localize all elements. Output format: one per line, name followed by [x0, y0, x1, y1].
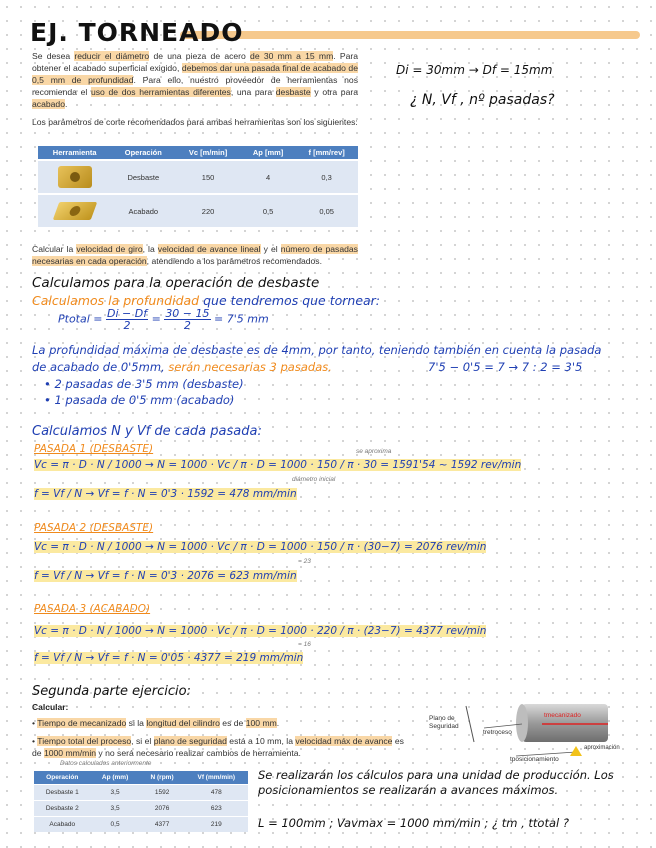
tool-image-desbaste	[38, 160, 111, 194]
table-cell: 3,5	[91, 801, 140, 817]
table-cell: 0,3	[295, 160, 358, 194]
task-text: Calcular la	[32, 244, 77, 254]
table-cell: 219	[185, 817, 248, 833]
tposicionamiento-label: tposicionamiento	[510, 756, 559, 763]
pasada-3-note: = 16	[298, 641, 311, 648]
pasada-1-title: PASADA 1 (DESBASTE)	[34, 443, 154, 455]
calculated-data-caption: Datos calculados anteriormente	[60, 760, 152, 767]
cada-pasada-heading: Calculamos N y Vf de cada pasada:	[32, 424, 262, 439]
bullet-highlight: 100 mm	[245, 718, 277, 728]
ptotal-result: = 7'5 mm	[214, 312, 269, 326]
depth-subheading-rest: que tendremos que tornear:	[199, 293, 381, 308]
table-cell: 0,5	[91, 817, 140, 833]
bullet-acabado: • 1 pasada de 0'5 mm (acabado)	[44, 393, 235, 407]
table-cell: Acabado	[34, 817, 91, 833]
tool-icon	[570, 746, 582, 756]
fraction-num: Di − Df	[107, 307, 148, 320]
tool-image-acabado	[38, 194, 111, 227]
desbaste-heading: Calculamos para la operación de desbaste	[32, 275, 320, 291]
intro-highlight: uso de dos herramientas diferentes	[90, 87, 231, 97]
calcular-label: Calcular:	[32, 702, 69, 712]
task-text: , atendiendo a los parámetros recomendados.	[146, 256, 322, 266]
plano-seguridad-label: Plano de Seguridad	[429, 715, 459, 730]
intro-highlight: desbaste	[275, 87, 311, 97]
question-note: ¿ N, Vf , nº pasadas?	[410, 92, 555, 108]
table-cell: Acabado	[111, 194, 175, 227]
table-cell: Desbaste 1	[34, 785, 91, 801]
intro-highlight: debemos dar una pasada final de acabado de 0,5 mm de profundidad	[32, 63, 358, 85]
table-cell: 3,5	[91, 785, 140, 801]
bullet-text: , si el	[131, 736, 154, 746]
segunda-heading: Segunda parte ejercicio:	[32, 684, 191, 699]
workpiece-face	[516, 704, 528, 742]
table-header: Ap (mm)	[91, 771, 140, 785]
table-header: Operación	[34, 771, 91, 785]
tmecanizado-label: tmecanizado	[544, 712, 581, 719]
table-header: N (rpm)	[140, 771, 185, 785]
max-depth-text: La profundidad máxima de desbaste es de 4mm, por tanto, teniendo también en cuenta la pasada de acabado de 0'5mm,	[32, 343, 602, 374]
table-cell: 478	[185, 785, 248, 801]
fraction-den: 2	[183, 319, 191, 332]
segunda-bullet-1	[32, 717, 412, 729]
intro-text: . Para obtener el acabado superficial exigido,	[32, 51, 359, 73]
page-title: EJ. TORNEADO	[30, 18, 244, 47]
bullet-text: .	[276, 718, 280, 728]
table-row	[38, 194, 358, 227]
task-highlight: velocidad de giro	[76, 244, 143, 254]
table-header: Ap [mm]	[241, 146, 295, 160]
pasada-1-note2: diámetro inicial	[292, 476, 336, 483]
bullet-text: y no será necesario realizar cambios de herramienta.	[96, 748, 301, 758]
intro-text: Se desea	[32, 51, 75, 61]
pasada-1-note: se aproxima	[356, 448, 392, 455]
max-depth-orange: serán necesarias 3 pasadas.	[168, 360, 332, 374]
table-cell: 220	[175, 194, 241, 227]
diameter-note: Di = 30mm → Df = 15mm	[396, 63, 553, 77]
intro-text: de una pieza de acero	[149, 51, 251, 61]
table-cell: 1592	[140, 785, 185, 801]
pasada-1-vf: f = Vf / N → Vf = f · N = 0'3 · 1592 = 478 mm/min	[34, 488, 297, 500]
intro-text: . Para ello, nuestro proveedor de herramientas nos recomienda el	[32, 75, 358, 97]
pasada-3-vf: f = Vf / N → Vf = f · N = 0'05 · 4377 = 219 mm/min	[34, 652, 304, 664]
table-cell: 623	[185, 801, 248, 817]
segunda-bullet-2	[32, 735, 404, 759]
intro-highlight: reducir el diámetro	[74, 51, 150, 61]
task-text: , la	[142, 244, 158, 254]
table-cell: 4377	[140, 817, 185, 833]
intro-highlight: acabado	[32, 99, 65, 109]
bullet-highlight: plano de seguridad	[153, 736, 227, 746]
table-cell: 0,5	[241, 194, 295, 227]
table-row	[34, 785, 248, 801]
table-cell: 150	[175, 160, 241, 194]
production-note: Se realizarán los cálculos para una unidad de producción. Los posicionamientos se realizarán a avances máximos.	[258, 768, 614, 797]
bullet-highlight: longitud del cilindro	[146, 718, 220, 728]
task-highlight: número de pasadas necesarias en cada operación	[32, 244, 358, 266]
table-header: Vc [m/min]	[175, 146, 241, 160]
table-header: f [mm/rev]	[295, 146, 358, 160]
bullet-highlight: velocidad máx de avance	[295, 736, 393, 746]
ptotal-lhs: Ptotal =	[58, 312, 106, 326]
intro-text: , una para	[230, 87, 276, 97]
bullet-text: •	[32, 718, 38, 728]
table-cell: 0,05	[295, 194, 358, 227]
table-header: Vf (mm/min)	[185, 771, 248, 785]
table-row	[34, 817, 248, 833]
pasada-2-title: PASADA 2 (DESBASTE)	[34, 522, 154, 534]
passes-calc: 7'5 − 0'5 = 7 → 7 : 2 = 3'5	[428, 360, 583, 374]
table-cell: Desbaste	[111, 160, 175, 194]
depth-subheading	[32, 293, 380, 308]
pasada-2-vf: f = Vf / N → Vf = f · N = 0'3 · 2076 = 623 mm/min	[34, 570, 297, 582]
table-header: Operación	[111, 146, 175, 160]
table-cell: Desbaste 2	[34, 801, 91, 817]
bullet-text: es de	[219, 718, 246, 728]
task-paragraph	[32, 243, 358, 267]
table-header: Herramienta	[38, 146, 111, 160]
bullet-text: está a 10 mm, la	[226, 736, 296, 746]
depth-subheading-orange: Calculamos la profundidad	[32, 293, 200, 308]
pasada-2-note: = 23	[298, 558, 311, 565]
bullet-highlight: Tiempo de mecanizado	[37, 718, 127, 728]
bullet-desbaste: • 2 pasadas de 3'5 mm (desbaste)	[44, 377, 244, 391]
pasada-1-n: Vc = π · D · N / 1000 → N = 1000 · Vc / π · D = 1000 · 150 / π · 30 = 1591'54 ~ 1592 rev/min	[34, 459, 522, 471]
tretroceso-label: tretroceso	[483, 729, 512, 736]
roughing-insert-icon	[58, 166, 92, 188]
fraction	[164, 308, 210, 331]
task-highlight: velocidad de avance lineal	[157, 244, 261, 254]
fraction	[106, 308, 148, 331]
bullet-highlight: Tiempo total del proceso	[37, 736, 132, 746]
intro-text: y otra para	[310, 87, 359, 97]
final-data-note: L = 100mm ; Vavmax = 1000 mm/min ; ¿ tm , ttotal ?	[258, 816, 569, 830]
aproximacion-label: aproximación	[584, 745, 620, 751]
bullet-text: si la	[126, 718, 147, 728]
table-cell: 2076	[140, 801, 185, 817]
pasada-3-title: PASADA 3 (ACABADO)	[34, 603, 151, 615]
table-row	[38, 160, 358, 194]
intro-text: .	[64, 99, 68, 109]
params-table	[38, 146, 358, 227]
fraction-den: 2	[123, 319, 131, 332]
intro-highlight: de 30 mm a 15 mm	[250, 51, 334, 61]
bullet-highlight: 1000 mm/min	[43, 748, 97, 758]
fraction-num: 30 − 15	[165, 307, 210, 320]
intro-params-text: Los parámetros de corte recomendados para ambas herramientas son los siguientes:	[32, 117, 358, 127]
title-highlight	[180, 31, 640, 39]
table-cell: 4	[241, 160, 295, 194]
pasada-3-n: Vc = π · D · N / 1000 → N = 1000 · Vc / π · D = 1000 · 220 / π · (23−7) = 4377 rev/min	[34, 625, 487, 637]
bullet-text: •	[32, 736, 38, 746]
finishing-insert-icon	[52, 202, 97, 220]
task-text: y el	[260, 244, 281, 254]
workpiece-cylinder	[522, 704, 608, 742]
pasada-2-n: Vc = π · D · N / 1000 → N = 1000 · Vc / π · D = 1000 · 150 / π · (30−7) = 2076 rev/min	[34, 541, 487, 553]
table-row	[34, 801, 248, 817]
ptotal-formula: Ptotal = $\frac{Di - Df}{2}$ = $\frac{30 - 15}{2}$ = 7'5 mm	[58, 307, 269, 332]
bullet-text: es de	[32, 736, 404, 758]
intro-paragraph	[32, 50, 358, 110]
calculated-data-table	[34, 771, 248, 832]
